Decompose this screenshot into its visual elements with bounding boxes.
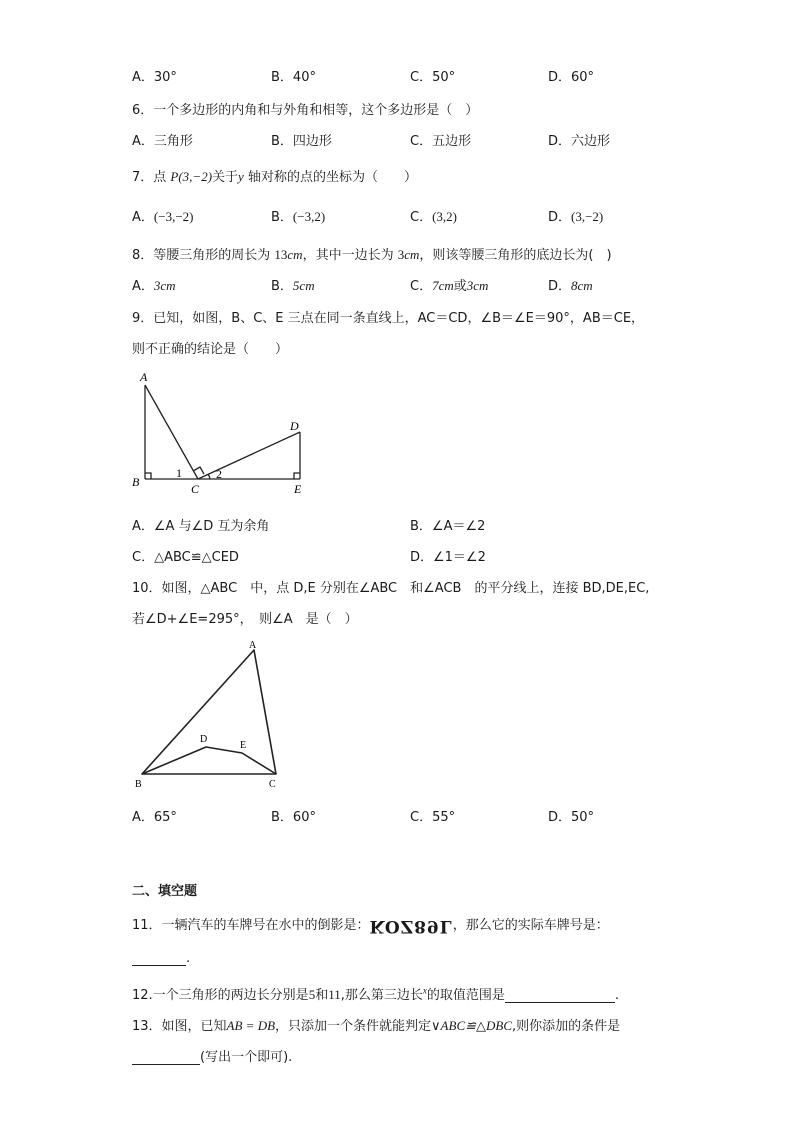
q9-stem-line1: 9．已知，如图，B、C、E 三点在同一条直线上，AC＝CD，∠B＝∠E＝90°，AB＝CE， [132, 311, 645, 326]
right-angle-b [145, 473, 151, 479]
q8-stem: 8．等腰三角形的周长为 13cm，其中一边长为 3cm，则该等腰三角形的底边长为( ) [132, 247, 612, 263]
q11-answer: . [132, 951, 190, 966]
q9-stem-line2: 则不正确的结论是（ ） [132, 342, 289, 357]
q5-option-b: B．40° [271, 70, 316, 85]
reflected-plate-image: KOZ89L [369, 915, 453, 936]
q12-answer-blank[interactable] [505, 988, 615, 1003]
q9-option-d: D．∠1＝∠2 [410, 550, 486, 565]
q6-option-d: D．六边形 [548, 134, 611, 149]
q7-option-c: C．(3,2) [410, 209, 457, 225]
q9-option-c: C．△ABC≌△CED [132, 550, 239, 565]
q8-option-c: C．7cm或3cm [410, 278, 489, 294]
q6-option-a: A．三角形 [132, 134, 193, 149]
label-d: D [290, 419, 299, 433]
q10-stem-line2: 若∠D+∠E=295°， 则∠A 是（ ） [132, 612, 358, 627]
q10-stem-line1: 10．如图，△ABC 中，点 D,E 分别在∠ABC 和∠ACB 的平分线上，连接 BD,DE,EC, [132, 581, 650, 596]
q7-point: P(3,−2) [170, 169, 213, 184]
label-b: B [135, 779, 142, 790]
q8-option-a: A．3cm [132, 278, 176, 294]
q11-stem: 11．一辆汽车的车牌号在水中的倒影是：KOZ89L，那么它的实际车牌号是： [132, 915, 609, 936]
q8-option-b: B．5cm [271, 278, 315, 294]
q13-stem: 13．如图，已知AB = DB，只添加一个条件就能判定∨ABC≌△DBC,则你添加的条件是 [132, 1018, 621, 1034]
label-angle-2: 2 [216, 467, 222, 481]
q6-option-b: B．四边形 [271, 134, 332, 149]
label-c: C [191, 482, 200, 496]
q10-option-b: B．60° [271, 810, 316, 825]
segment-cd [198, 432, 300, 479]
q10-option-d: D．50° [548, 810, 595, 825]
q7-axis-y: y [238, 169, 244, 184]
q7-stem-mid: 关于 [212, 170, 239, 185]
q13-answer: (写出一个即可). [132, 1046, 292, 1065]
segment-ac [145, 385, 198, 479]
label-a: A [140, 370, 148, 384]
q5-option-a: A．30° [132, 70, 177, 85]
label-c: C [269, 779, 276, 790]
angle-2-arc [208, 474, 210, 479]
label-b: B [132, 475, 140, 489]
label-d: D [200, 734, 208, 745]
q8-option-d: D．8cm [548, 278, 593, 294]
q10-option-a: A．65° [132, 810, 177, 825]
right-angle-e [294, 473, 300, 479]
q7-option-a: A．(−3,−2) [132, 209, 194, 225]
q7-stem [132, 166, 417, 185]
q10-option-c: C．55° [410, 810, 456, 825]
q6-option-c: C．五边形 [410, 134, 472, 149]
q13-answer-blank[interactable] [132, 1050, 200, 1065]
label-e: E [240, 740, 247, 751]
triangle-abc [142, 650, 276, 774]
q12-stem: 12.一个三角形的两边长分别是5和11,那么第三边长$^x$的取值范围是 . [132, 985, 620, 1003]
section-heading: 二、填空题 [132, 884, 198, 899]
q9-figure [128, 365, 318, 500]
q10-figure [128, 636, 288, 796]
label-e: E [294, 482, 302, 496]
q7-option-d: D．(3,−2) [548, 209, 604, 225]
q9-option-b: B．∠A＝∠2 [410, 519, 486, 534]
label-a: A [249, 640, 257, 651]
label-angle-1: 1 [176, 466, 182, 480]
q5-option-d: D．60° [548, 70, 595, 85]
q11-answer-blank[interactable] [132, 951, 186, 966]
q7-option-b: B．(−3,2) [271, 209, 326, 225]
q7-stem-post: 轴对称的点的坐标为（ ） [243, 170, 417, 185]
q7-stem-pre: 7．点 [132, 170, 171, 185]
q6-stem: 6．一个多边形的内角和与外角和相等，这个多边形是（ ） [132, 103, 479, 118]
q5-option-c: C．50° [410, 70, 456, 85]
q9-option-a: A．∠A 与∠D 互为余角 [132, 519, 270, 534]
